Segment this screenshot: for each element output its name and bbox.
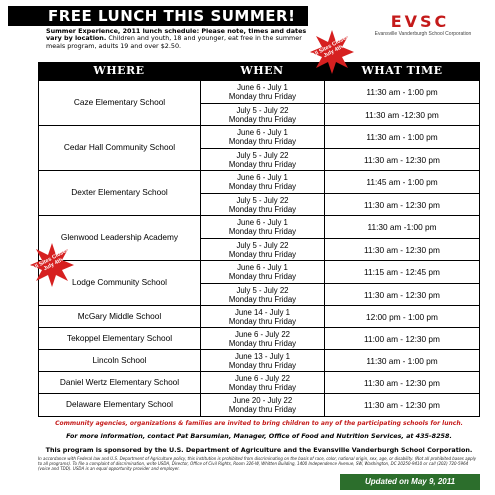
session-dates	[201, 372, 325, 394]
date-range: June 6 - July 22	[234, 374, 291, 383]
session	[201, 261, 479, 283]
intro-body: Children and youth, 18 and younger, eat free in the summer meals program, adults 19 and over $2.50.	[46, 34, 302, 50]
school-name: Lodge Community School	[39, 261, 201, 305]
table-row	[39, 81, 479, 126]
weekdays: Monday thru Friday	[228, 405, 297, 414]
session-dates	[201, 104, 325, 126]
page-title: FREE LUNCH THIS SUMMER!	[48, 7, 296, 25]
header-what-time: WHAT TIME	[361, 64, 443, 77]
school-name: Lincoln School	[39, 350, 201, 371]
table-row	[39, 171, 479, 216]
session	[201, 350, 479, 372]
legal-note: In accordance with Federal law and U.S. Department of Agriculture policy, this institution is prohibited from discriminating on the basis of race, color, national origin, sex, age, or disability. (Not all prohibited bases apply to all programs). To file a complaint of discrimination, write USDA, Director, Office of Civil Rights, Room 326-W, Whitten Building, 1400 Independence Avenue, SW, Washington, DC 20250-9410 or call (202) 720-5964 (voice and TDD). USDA is an equal opportunity provider and employer.	[38, 456, 477, 471]
session-dates	[201, 328, 325, 350]
date-range: July 5 - July 22	[236, 151, 289, 160]
updated-badge: Updated on May 9, 2011	[340, 474, 480, 490]
date-range: July 5 - July 22	[236, 196, 289, 205]
weekdays: Monday thru Friday	[228, 115, 297, 124]
school-name: Delaware Elementary School	[39, 394, 201, 416]
session-time: 11:45 am - 1:00 pm	[366, 177, 438, 187]
session-dates	[201, 239, 325, 261]
starburst-icon	[30, 243, 74, 287]
weekdays: Monday thru Friday	[228, 92, 297, 101]
table-row	[39, 261, 479, 306]
logo-subtitle: Evansville Vanderburgh School Corporation	[374, 31, 472, 37]
session	[201, 148, 479, 171]
badge-side-label: All Sites Closed July 4th	[30, 246, 71, 273]
session	[201, 238, 479, 261]
session-time: 11:30 am - 12:30 pm	[364, 290, 440, 300]
session-time: 11:30 am -12:30 pm	[365, 110, 439, 120]
weekdays: Monday thru Friday	[228, 317, 297, 326]
table-row	[39, 394, 479, 416]
session-dates	[201, 81, 325, 103]
session-time: 11:30 am -1:00 pm	[367, 222, 437, 232]
session-time: 11:30 am - 12:30 pm	[364, 378, 440, 388]
school-name: Caze Elementary School	[39, 81, 201, 125]
session-dates	[201, 149, 325, 171]
session-dates	[201, 216, 325, 238]
table-header	[38, 62, 480, 80]
weekdays: Monday thru Friday	[228, 227, 297, 236]
table-row	[39, 306, 479, 328]
session-time: 11:30 am - 12:30 pm	[364, 200, 440, 210]
weekdays: Monday thru Friday	[228, 295, 297, 304]
weekdays: Monday thru Friday	[228, 205, 297, 214]
date-range: July 5 - July 22	[236, 241, 289, 250]
date-range: June 14 - July 1	[234, 308, 291, 317]
logo-mark: EVSC	[390, 12, 450, 31]
session	[201, 283, 479, 306]
session-time: 11:30 am - 1:00 pm	[366, 87, 438, 97]
date-range: June 20 - July 22	[232, 396, 293, 405]
sponsor-note: This program is sponsored by the U.S. Department of Agriculture and the Evansville Vanderburgh School Corporation.	[45, 446, 473, 454]
evsc-logo	[360, 14, 486, 40]
session	[201, 171, 479, 193]
badge-top-label: All Sites Closed July 4th	[310, 33, 351, 60]
school-name: Daniel Wertz Elementary School	[39, 372, 201, 393]
date-range: July 5 - July 22	[236, 106, 289, 115]
date-range: June 6 - July 1	[237, 128, 288, 137]
session-dates	[201, 126, 325, 148]
session-dates	[201, 350, 325, 372]
session	[201, 372, 479, 394]
closed-july-4-badge-top	[310, 30, 354, 74]
session-time: 11:30 am - 12:30 pm	[364, 400, 440, 410]
schedule-table	[38, 80, 480, 417]
session-time: 11:30 am - 1:00 pm	[366, 132, 438, 142]
weekdays: Monday thru Friday	[228, 383, 297, 392]
title-bar	[8, 6, 308, 26]
school-name: McGary Middle School	[39, 306, 201, 327]
date-range: June 6 - July 1	[237, 173, 288, 182]
session	[201, 103, 479, 126]
session	[201, 193, 479, 216]
weekdays: Monday thru Friday	[228, 137, 297, 146]
table-row	[39, 350, 479, 372]
table-row	[39, 328, 479, 350]
session	[201, 306, 479, 328]
weekdays: Monday thru Friday	[228, 182, 297, 191]
weekdays: Monday thru Friday	[228, 361, 297, 370]
date-range: June 13 - July 1	[234, 352, 291, 361]
session	[201, 81, 479, 103]
school-name: Glenwood Leadership Academy	[39, 216, 201, 260]
header-where: WHERE	[93, 64, 145, 77]
session-dates	[201, 394, 325, 416]
header-when: WHEN	[240, 64, 284, 77]
session	[201, 216, 479, 238]
session-dates	[201, 284, 325, 306]
session	[201, 394, 479, 416]
weekdays: Monday thru Friday	[228, 339, 297, 348]
session-time: 11:30 am - 12:30 pm	[364, 245, 440, 255]
session-time: 11:30 am - 1:00 pm	[366, 356, 438, 366]
date-range: June 6 - July 1	[237, 218, 288, 227]
date-range: June 6 - July 1	[237, 263, 288, 272]
session-time: 12:00 pm - 1:00 pm	[366, 312, 438, 322]
school-name: Dexter Elementary School	[39, 171, 201, 215]
session-dates	[201, 261, 325, 283]
closed-july-4-badge-side	[30, 243, 74, 287]
starburst-icon	[310, 30, 354, 74]
intro-bold: Summer Experience, 2011 lunch schedule: Please note, times and dates vary by location.	[46, 27, 307, 43]
session-dates	[201, 194, 325, 216]
session-dates	[201, 171, 325, 193]
weekdays: Monday thru Friday	[228, 272, 297, 281]
session-time: 11:00 am - 12:30 pm	[364, 334, 440, 344]
weekdays: Monday thru Friday	[228, 250, 297, 259]
community-note: Community agencies, organizations & families are invited to bring children to any of the participating schools for lunch.	[55, 420, 463, 427]
session-time: 11:15 am - 12:45 pm	[364, 267, 440, 277]
intro-text	[46, 28, 311, 50]
date-range: June 6 - July 1	[237, 83, 288, 92]
session	[201, 126, 479, 148]
weekdays: Monday thru Friday	[228, 160, 297, 169]
session-time: 11:30 am - 12:30 pm	[364, 155, 440, 165]
school-name: Cedar Hall Community School	[39, 126, 201, 170]
date-range: July 5 - July 22	[236, 286, 289, 295]
table-row	[39, 216, 479, 261]
school-name: Tekoppel Elementary School	[39, 328, 201, 349]
contact-note: For more information, contact Pat Barsumian, Manager, Office of Food and Nutrition Services, at 435-8258.	[66, 432, 452, 440]
table-row	[39, 372, 479, 394]
table-row	[39, 126, 479, 171]
session	[201, 328, 479, 350]
session-dates	[201, 306, 325, 328]
date-range: June 6 - July 22	[234, 330, 291, 339]
